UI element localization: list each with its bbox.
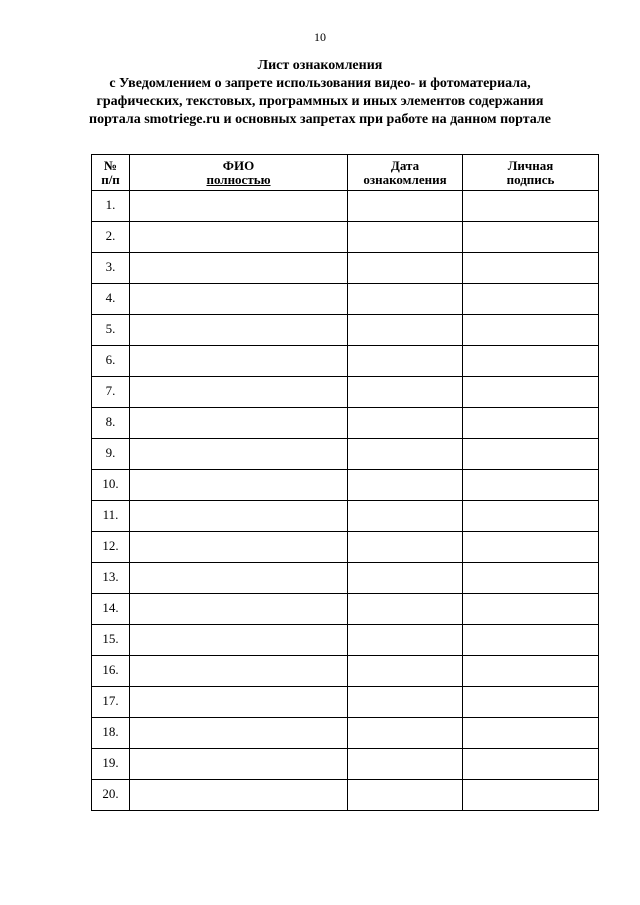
date-cell <box>348 532 463 563</box>
acknowledgement-table <box>91 154 599 811</box>
row-number: 12. <box>92 532 130 563</box>
fio-cell <box>130 439 348 470</box>
header-date <box>348 155 463 191</box>
signature-cell <box>463 408 599 439</box>
signature-cell <box>463 625 599 656</box>
table-header <box>92 155 599 191</box>
table-row <box>92 594 599 625</box>
row-number: 6. <box>92 346 130 377</box>
table-row <box>92 408 599 439</box>
signature-cell <box>463 656 599 687</box>
table-row <box>92 749 599 780</box>
fio-cell <box>130 222 348 253</box>
fio-cell <box>130 315 348 346</box>
document-title <box>60 57 580 129</box>
fio-cell <box>130 780 348 811</box>
row-number: 13. <box>92 563 130 594</box>
fio-cell <box>130 749 348 780</box>
table-row <box>92 532 599 563</box>
date-cell <box>348 346 463 377</box>
table-row <box>92 656 599 687</box>
fio-cell <box>130 656 348 687</box>
fio-cell <box>130 532 348 563</box>
signature-cell <box>463 346 599 377</box>
fio-cell <box>130 284 348 315</box>
fio-cell <box>130 377 348 408</box>
fio-cell <box>130 718 348 749</box>
signature-cell <box>463 718 599 749</box>
date-cell <box>348 594 463 625</box>
row-number: 2. <box>92 222 130 253</box>
table-row <box>92 625 599 656</box>
row-number: 9. <box>92 439 130 470</box>
table-row <box>92 315 599 346</box>
signature-cell <box>463 501 599 532</box>
signature-cell <box>463 191 599 222</box>
fio-cell <box>130 625 348 656</box>
title-line-1: Лист ознакомления <box>257 58 383 73</box>
row-number: 5. <box>92 315 130 346</box>
row-number: 18. <box>92 718 130 749</box>
signature-cell <box>463 253 599 284</box>
table-row <box>92 191 599 222</box>
header-signature <box>463 155 599 191</box>
signature-cell <box>463 687 599 718</box>
signature-cell <box>463 315 599 346</box>
header-fio <box>130 155 348 191</box>
signature-cell <box>463 222 599 253</box>
table-row <box>92 718 599 749</box>
table-row <box>92 501 599 532</box>
date-cell <box>348 377 463 408</box>
title-line-3: графических, текстовых, программных и иных элементов содержания <box>96 94 544 109</box>
fio-cell <box>130 470 348 501</box>
fio-cell <box>130 408 348 439</box>
signature-cell <box>463 780 599 811</box>
table-row <box>92 439 599 470</box>
title-line-2: с Уведомлением о запрете использования видео- и фотоматериала, <box>109 76 531 91</box>
date-cell <box>348 222 463 253</box>
signature-cell <box>463 532 599 563</box>
table-row <box>92 284 599 315</box>
date-cell <box>348 191 463 222</box>
date-cell <box>348 625 463 656</box>
fio-cell <box>130 191 348 222</box>
header-row <box>92 155 599 191</box>
date-cell <box>348 687 463 718</box>
row-number: 16. <box>92 656 130 687</box>
header-signature-line-2: подпись <box>506 171 555 187</box>
table-row <box>92 687 599 718</box>
date-cell <box>348 501 463 532</box>
row-number: 19. <box>92 749 130 780</box>
date-cell <box>348 563 463 594</box>
fio-cell <box>130 687 348 718</box>
table-row <box>92 377 599 408</box>
row-number: 17. <box>92 687 130 718</box>
row-number: 7. <box>92 377 130 408</box>
row-number: 15. <box>92 625 130 656</box>
table-row <box>92 346 599 377</box>
header-signature-line-1: Личная <box>507 157 554 173</box>
row-number: 10. <box>92 470 130 501</box>
row-number: 3. <box>92 253 130 284</box>
row-number: 1. <box>92 191 130 222</box>
table-row <box>92 470 599 501</box>
row-number: 20. <box>92 780 130 811</box>
date-cell <box>348 470 463 501</box>
header-number-line-1: № <box>103 157 118 173</box>
date-cell <box>348 656 463 687</box>
table-row <box>92 253 599 284</box>
signature-cell <box>463 594 599 625</box>
page-number: 10 <box>314 30 326 44</box>
table-row <box>92 563 599 594</box>
signature-cell <box>463 749 599 780</box>
header-fio-line-1: ФИО <box>222 157 255 173</box>
date-cell <box>348 749 463 780</box>
title-line-4: портала smotriege.ru и основных запретах при работе на данном портале <box>89 112 551 127</box>
date-cell <box>348 408 463 439</box>
signature-cell <box>463 563 599 594</box>
date-cell <box>348 315 463 346</box>
signature-cell <box>463 439 599 470</box>
fio-cell <box>130 253 348 284</box>
date-cell <box>348 284 463 315</box>
row-number: 11. <box>92 501 130 532</box>
fio-cell <box>130 501 348 532</box>
row-number: 8. <box>92 408 130 439</box>
fio-cell <box>130 346 348 377</box>
fio-cell <box>130 563 348 594</box>
signature-cell <box>463 377 599 408</box>
row-number: 4. <box>92 284 130 315</box>
date-cell <box>348 439 463 470</box>
header-number <box>92 155 130 191</box>
table-body <box>92 191 599 811</box>
row-number: 14. <box>92 594 130 625</box>
header-date-line-2: ознакомления <box>363 171 447 187</box>
table-row <box>92 222 599 253</box>
signature-cell <box>463 470 599 501</box>
header-date-line-1: Дата <box>390 157 420 173</box>
fio-cell <box>130 594 348 625</box>
signature-cell <box>463 284 599 315</box>
header-number-line-2: п/п <box>101 171 120 187</box>
header-fio-line-2: полностью <box>206 171 271 187</box>
date-cell <box>348 253 463 284</box>
date-cell <box>348 780 463 811</box>
date-cell <box>348 718 463 749</box>
table-row <box>92 780 599 811</box>
